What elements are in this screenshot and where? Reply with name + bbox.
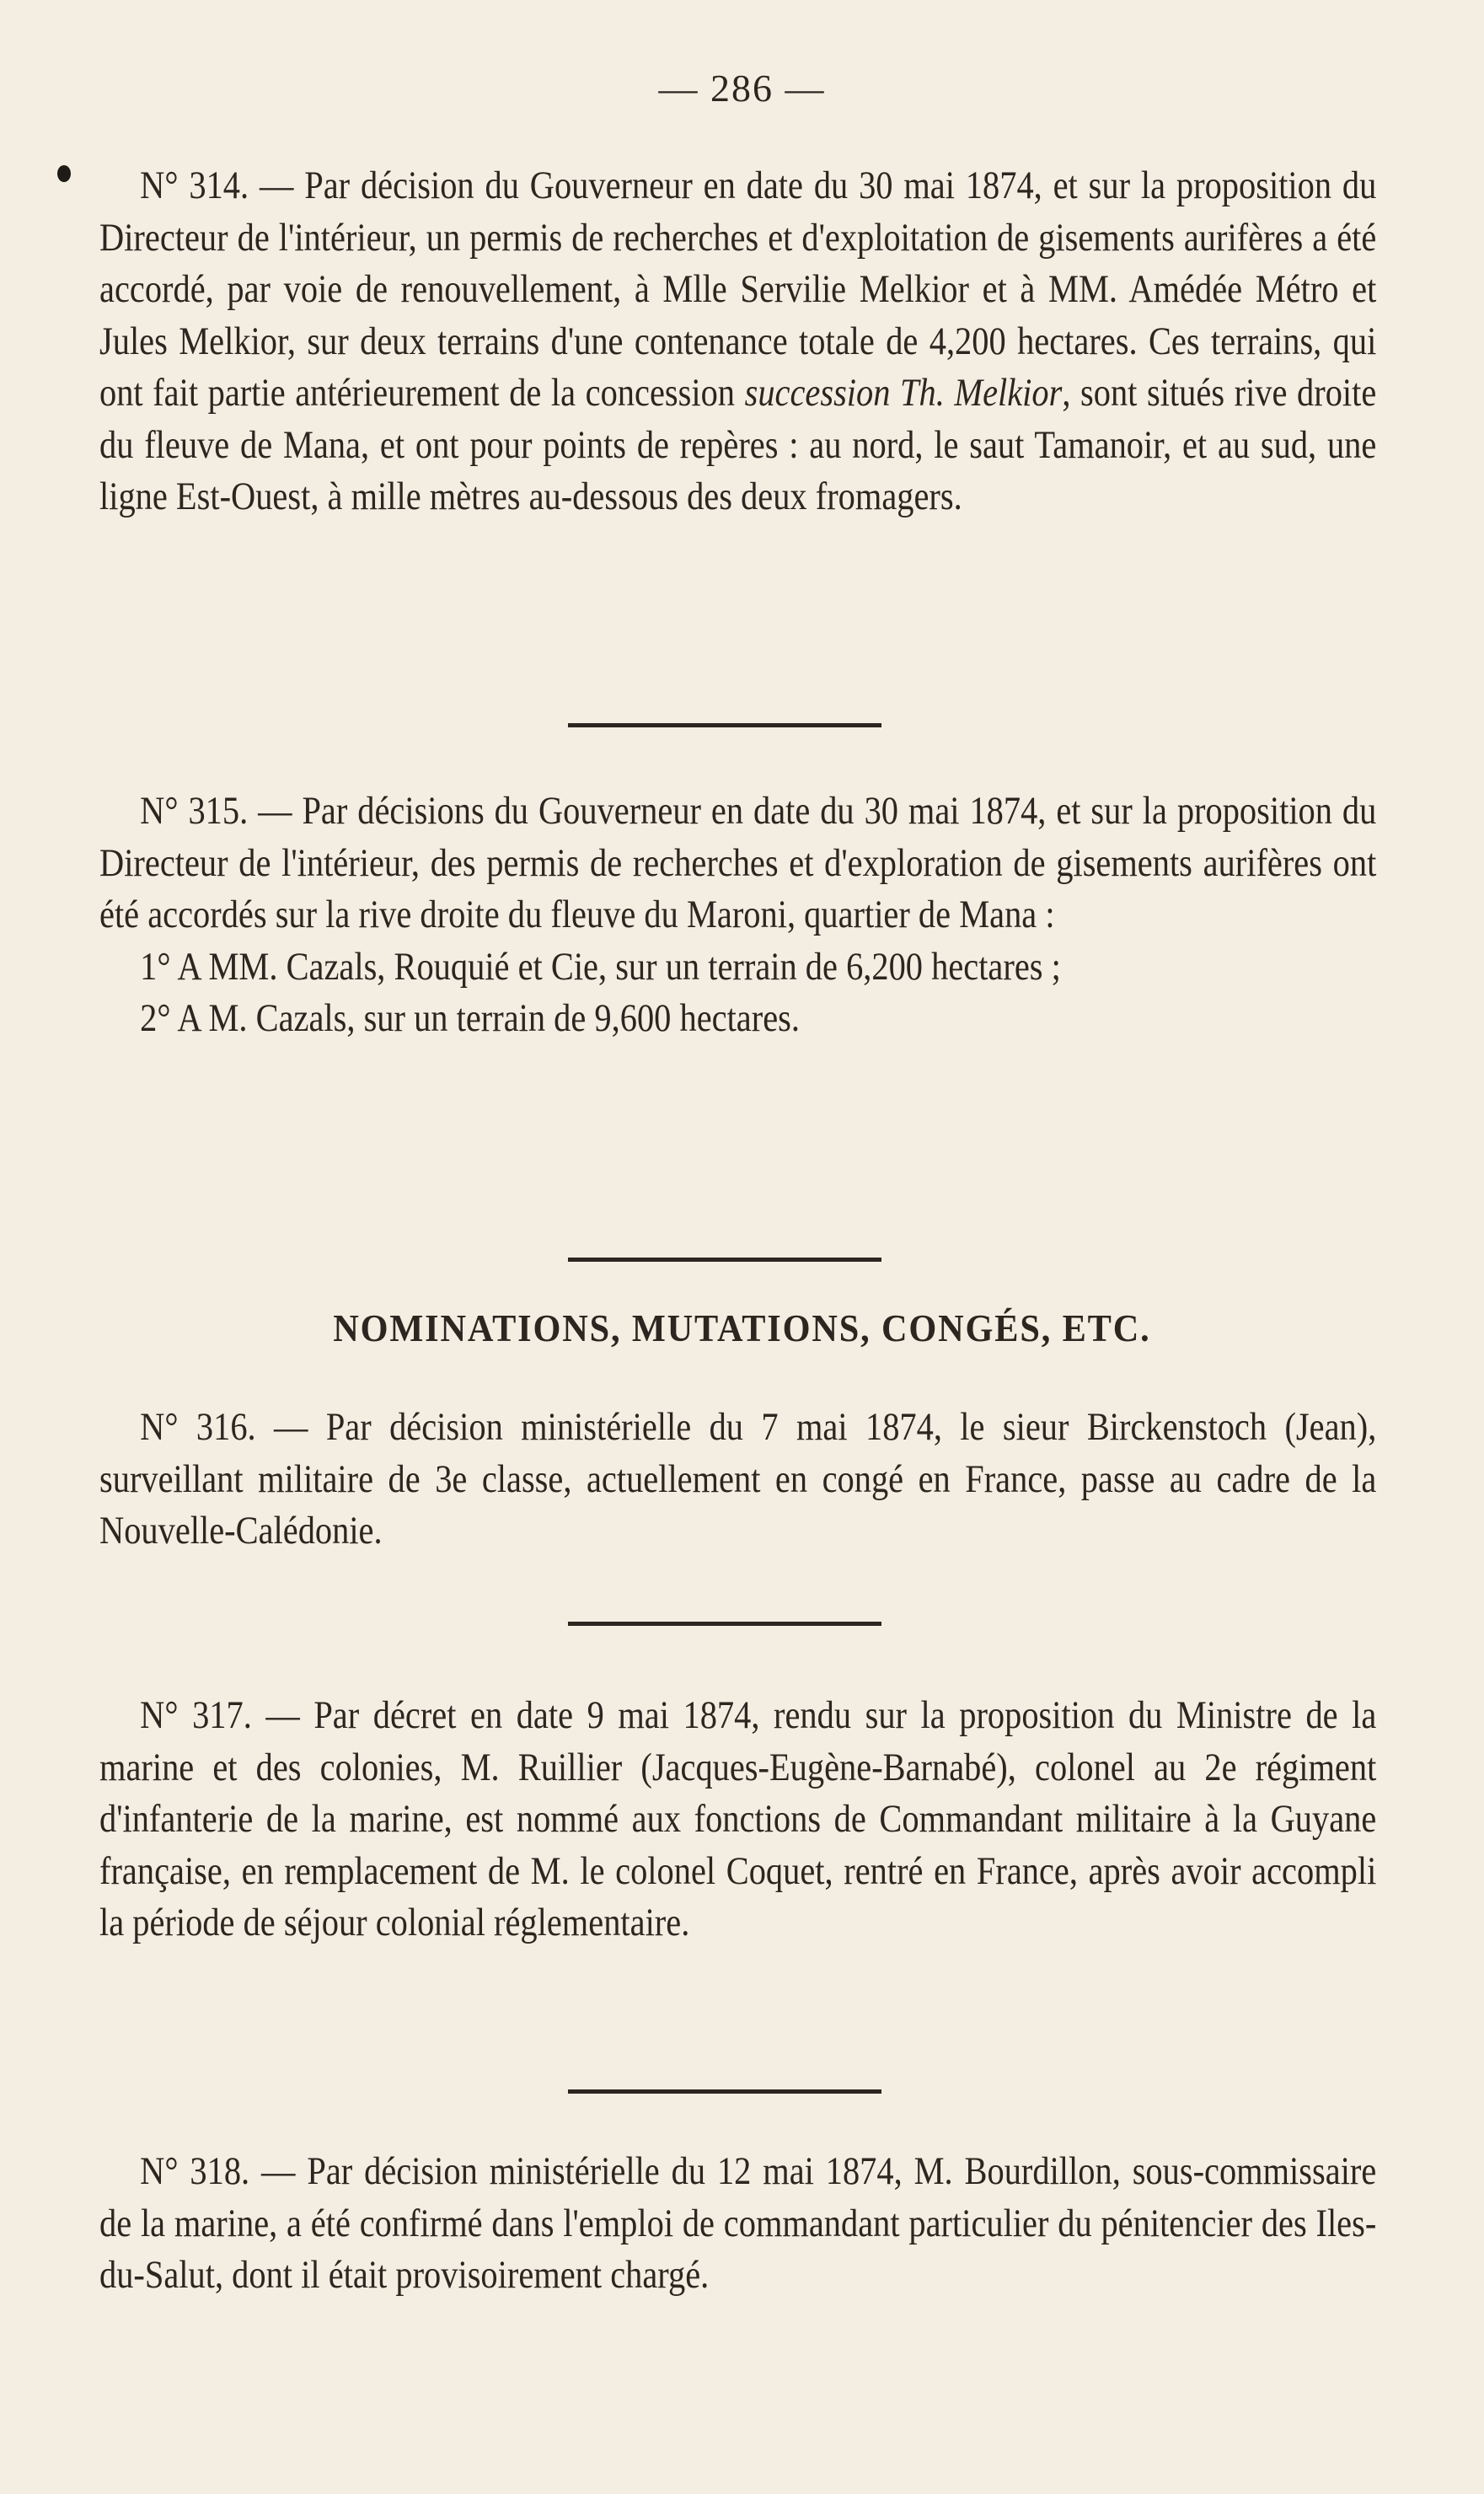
entry-315: [99, 786, 1377, 1045]
entry-316: [99, 1402, 1377, 1558]
separator-rule: [568, 1622, 881, 1626]
margin-ink-mark: [57, 165, 71, 182]
entry-317-text: N° 317. — Par décret en date 9 mai 1874, rendu sur la proposition du Ministre de la marine et des colonies, M. Ruillier (Jacques-Eugène-Barnabé), colonel au 2e régiment d'infanterie de la marine, est nommé aux fonctions de Commandant militaire à la Guyane française, en remplacement de M. le colonel Coquet, rentré en France, après avoir accompli la période de séjour colonial réglementaire.: [99, 1693, 1377, 1944]
separator-rule: [568, 2089, 881, 2094]
entry-315-text: N° 315. — Par décisions du Gouverneur en date du 30 mai 1874, et sur la proposition du Directeur de l'intérieur, des permis de recherches et d'exploration de gisements aurifères ont été accordés sur la rive droite du fleuve du Maroni, quartier de Mana :: [99, 789, 1377, 936]
entry-315-item-1: 1° A MM. Cazals, Rouquié et Cie, sur un terrain de 6,200 hectares ;: [140, 944, 1061, 989]
entry-318-text: N° 318. — Par décision ministérielle du 12 mai 1874, M. Bourdillon, sous-commissaire de la marine, a été confirmé dans l'emploi de commandant particulier du pénitencier des Iles-du-Salut, dont il était provisoirement chargé.: [99, 2149, 1377, 2297]
separator-rule: [568, 723, 881, 727]
entry-314-text: N° 314. — Par décision du Gouverneur en date du 30 mai 1874, et sur la proposition du Directeur de l'intérieur, un permis de recherches et d'exploitation de gisements aurifères a été accordé, par voie de renouvellement, à Mlle Servilie Melkior et à MM. Amédée Métro et Jules Melkior, sur deux terrains d'une contenance totale de 4,200 hectares. Ces terrains, qui ont fait partie antérieurement de la concession: [99, 164, 1377, 415]
separator-rule: [568, 1258, 881, 1262]
entry-314-italic: succession Th. Melkior: [744, 371, 1063, 415]
entry-316-text: N° 316. — Par décision ministérielle du 7 mai 1874, le sieur Birckenstoch (Jean), surveillant militaire de 3e classe, actuellement en congé en France, passe au cadre de la Nouvelle-Calédonie.: [99, 1405, 1377, 1553]
entry-314-text-end: , sont situés rive droite du fleuve de Mana, et ont pour points de repères : au nord, le saut Tamanoir, et au sud, une ligne Est-Ouest, à mille mètres au-dessous des deux fromagers.: [99, 371, 1377, 518]
entry-314: [99, 160, 1377, 523]
entry-318: [99, 2146, 1377, 2302]
entry-317: [99, 1690, 1377, 1950]
entry-315-item-2: 2° A M. Cazals, sur un terrain de 9,600 hectares.: [140, 996, 800, 1040]
page-number: — 286 —: [658, 67, 826, 110]
section-heading: NOMINATIONS, MUTATIONS, CONGÉS, ETC.: [333, 1306, 1151, 1349]
